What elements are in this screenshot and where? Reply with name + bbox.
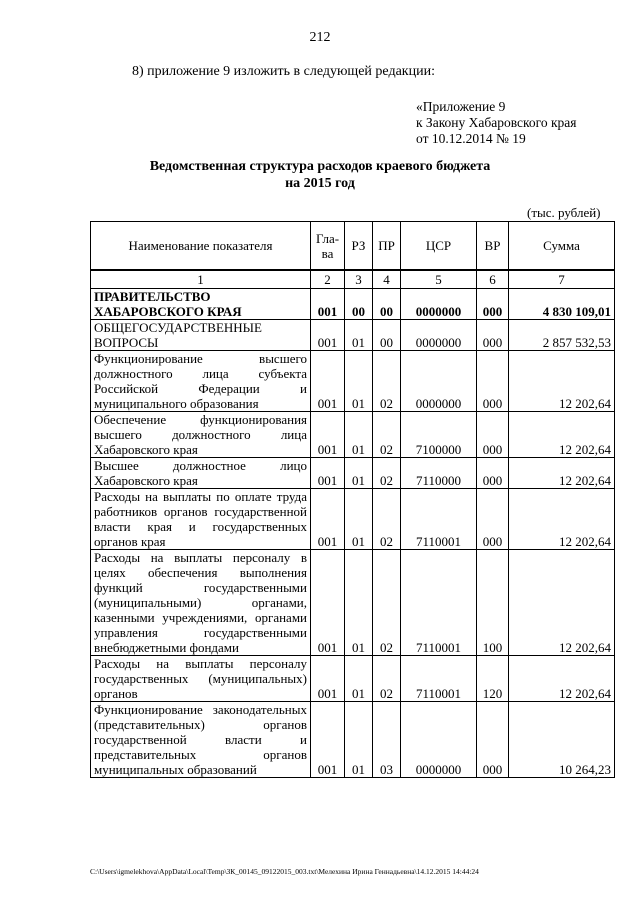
cell-glava: 001	[311, 702, 345, 778]
cell-vr: 000	[477, 489, 509, 550]
table-row	[91, 458, 615, 489]
column-number: 6	[477, 270, 509, 289]
cell-vr: 000	[477, 320, 509, 351]
table-row	[91, 489, 615, 550]
column-number: 2	[311, 270, 345, 289]
cell-rz: 01	[345, 458, 373, 489]
cell-name: Функционирование высшего должностного лица субъекта Российской Федерации и муниципального образования	[91, 351, 311, 412]
cell-sum: 12 202,64	[509, 412, 615, 458]
table-row	[91, 351, 615, 412]
table-body	[91, 222, 615, 778]
cell-csr: 0000000	[401, 320, 477, 351]
file-path-footer: C:\Users\igmelekhova\AppData\Local\Temp\ЗК_00145_09122015_003.txt\Мелехина Ирина Геннадьевна\14.12.2015 14:44:24	[90, 867, 479, 876]
header-name: Наименование показателя	[91, 222, 311, 271]
cell-name: Расходы на выплаты персоналу в целях обеспечения выполнения функций государственными (муниципальными) органами, казенными учреждениями, органами управления государственными внебюджетными фондами	[91, 550, 311, 656]
cell-csr: 7110000	[401, 458, 477, 489]
cell-rz: 01	[345, 702, 373, 778]
cell-vr: 000	[477, 289, 509, 320]
cell-name: Обеспечение функционирования высшего должностного лица Хабаровского края	[91, 412, 311, 458]
column-number: 5	[401, 270, 477, 289]
header-rz: РЗ	[345, 222, 373, 271]
cell-sum: 12 202,64	[509, 489, 615, 550]
header-vr: ВР	[477, 222, 509, 271]
cell-rz: 01	[345, 412, 373, 458]
page-number: 212	[309, 30, 331, 45]
cell-vr: 000	[477, 412, 509, 458]
cell-csr: 7110001	[401, 489, 477, 550]
appendix-note	[416, 99, 577, 147]
cell-csr: 0000000	[401, 289, 477, 320]
cell-sum: 10 264,23	[509, 702, 615, 778]
cell-pr: 00	[373, 289, 401, 320]
cell-vr: 120	[477, 656, 509, 702]
cell-name: Расходы на выплаты по оплате труда работников органов государственной власти края и государственных органов края	[91, 489, 311, 550]
column-number: 4	[373, 270, 401, 289]
cell-pr: 02	[373, 458, 401, 489]
table-row	[91, 289, 615, 320]
cell-pr: 03	[373, 702, 401, 778]
cell-rz: 01	[345, 550, 373, 656]
cell-vr: 000	[477, 351, 509, 412]
header-sum: Сумма	[509, 222, 615, 271]
cell-pr: 02	[373, 489, 401, 550]
cell-glava: 001	[311, 656, 345, 702]
cell-rz: 01	[345, 489, 373, 550]
cell-pr: 02	[373, 550, 401, 656]
cell-vr: 000	[477, 458, 509, 489]
cell-sum: 4 830 109,01	[509, 289, 615, 320]
intro-text: 8) приложение 9 изложить в следующей редакции:	[132, 64, 435, 79]
title-line-2: на 2015 год	[285, 176, 355, 191]
cell-name: ОБЩЕГОСУДАРСТВЕННЫЕ ВОПРОСЫ	[91, 320, 311, 351]
appendix-line-1: «Приложение 9	[416, 99, 506, 114]
header-csr: ЦСР	[401, 222, 477, 271]
cell-csr: 0000000	[401, 351, 477, 412]
cell-csr: 7100000	[401, 412, 477, 458]
document-title	[0, 158, 640, 192]
table-row	[91, 320, 615, 351]
header-glava: Гла-ва	[311, 222, 345, 271]
cell-name: ПРАВИТЕЛЬСТВО ХАБАРОВСКОГО КРАЯ	[91, 289, 311, 320]
cell-rz: 01	[345, 351, 373, 412]
cell-name: Высшее должностное лицо Хабаровского края	[91, 458, 311, 489]
header-pr: ПР	[373, 222, 401, 271]
cell-glava: 001	[311, 458, 345, 489]
budget-table	[90, 221, 615, 778]
column-numbers-row	[91, 270, 615, 289]
cell-rz: 00	[345, 289, 373, 320]
cell-rz: 01	[345, 320, 373, 351]
cell-glava: 001	[311, 320, 345, 351]
appendix-line-3: от 10.12.2014 № 19	[416, 131, 526, 146]
cell-glava: 001	[311, 289, 345, 320]
column-number: 3	[345, 270, 373, 289]
table-row	[91, 702, 615, 778]
cell-glava: 001	[311, 489, 345, 550]
table-row	[91, 550, 615, 656]
cell-sum: 12 202,64	[509, 351, 615, 412]
cell-pr: 02	[373, 656, 401, 702]
column-number: 1	[91, 270, 311, 289]
cell-name: Расходы на выплаты персоналу государственных (муниципальных) органов	[91, 656, 311, 702]
cell-vr: 100	[477, 550, 509, 656]
cell-pr: 02	[373, 412, 401, 458]
cell-sum: 12 202,64	[509, 656, 615, 702]
cell-glava: 001	[311, 412, 345, 458]
cell-pr: 02	[373, 351, 401, 412]
cell-glava: 001	[311, 550, 345, 656]
table-header-row	[91, 222, 615, 271]
cell-pr: 00	[373, 320, 401, 351]
cell-sum: 2 857 532,53	[509, 320, 615, 351]
cell-glava: 001	[311, 351, 345, 412]
title-line-1: Ведомственная структура расходов краевого бюджета	[149, 159, 491, 174]
cell-name: Функционирование законодательных (представительных) органов государственной власти и представительных органов муниципальных образований	[91, 702, 311, 778]
cell-rz: 01	[345, 656, 373, 702]
column-number: 7	[509, 270, 615, 289]
units-label: (тыс. рублей)	[527, 205, 601, 220]
cell-vr: 000	[477, 702, 509, 778]
cell-csr: 0000000	[401, 702, 477, 778]
cell-csr: 7110001	[401, 550, 477, 656]
cell-csr: 7110001	[401, 656, 477, 702]
table-row	[91, 656, 615, 702]
appendix-line-2: к Закону Хабаровского края	[416, 115, 577, 130]
cell-sum: 12 202,64	[509, 550, 615, 656]
cell-sum: 12 202,64	[509, 458, 615, 489]
table-row	[91, 412, 615, 458]
